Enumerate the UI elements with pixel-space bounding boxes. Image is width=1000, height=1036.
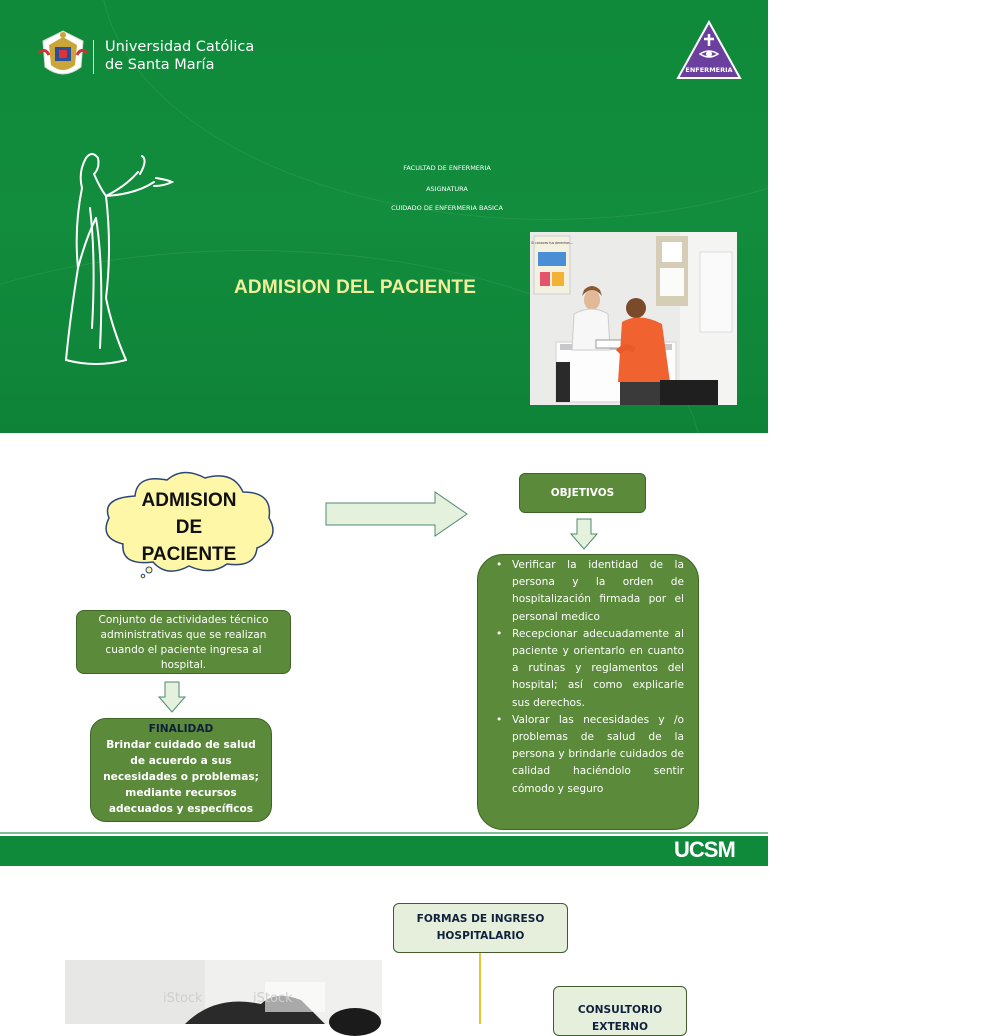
title-slide xyxy=(0,0,768,433)
bullet-icon: • xyxy=(496,713,503,726)
slide-title: ADMISION DEL PACIENTE xyxy=(234,277,477,298)
objective-item xyxy=(496,712,684,798)
background-swoosh xyxy=(100,0,1000,220)
consultorio-line2: EXTERNO xyxy=(592,1021,648,1033)
formas-line1: FORMAS DE INGRESO xyxy=(416,913,545,925)
bullet-icon: • xyxy=(496,559,503,571)
formas-line2: HOSPITALARIO xyxy=(436,930,525,942)
faculty-label: FACULTAD DE ENFERMERIA xyxy=(403,164,491,172)
finalidad-title: FINALIDAD xyxy=(148,723,214,735)
cloud-text xyxy=(120,487,258,568)
finalidad-box xyxy=(90,718,272,822)
course-name: CUIDADO DE ENFERMERIA BASICA xyxy=(391,204,503,212)
objectives-list xyxy=(496,557,684,798)
down-arrow-icon xyxy=(570,518,598,550)
badge-label: ENFERMERIA xyxy=(685,66,733,74)
objective-text: Verificar la identidad de la persona y la orden de hospitalización firmada por el personal medico xyxy=(512,559,684,623)
university-name-line1: Universidad Católica xyxy=(105,39,255,55)
stock-photo-illustration xyxy=(65,960,382,1024)
bullet-icon: • xyxy=(496,627,503,640)
objectives-box xyxy=(477,554,699,830)
right-arrow-icon xyxy=(325,491,469,537)
ucsm-logo: UCSM xyxy=(674,837,735,862)
logo-divider xyxy=(93,40,94,74)
cloud-line3: PACIENTE xyxy=(141,544,237,565)
university-name-line2: de Santa María xyxy=(105,57,215,73)
connector-line xyxy=(479,953,481,1024)
watermark-text: iStock xyxy=(163,991,203,1006)
objective-text: Valorar las necesidades y /o problemas de salud de la persona y brindarle cuidados de calidad haciéndolo sentir cómodo y seguro xyxy=(512,713,684,795)
objetivos-header: OBJETIVOS xyxy=(519,473,646,513)
definition-box: Conjunto de actividades técnico administrativas que se realizan cuando el paciente ingresa al hospital. xyxy=(76,610,291,674)
nursing-badge-icon xyxy=(676,20,742,84)
university-name xyxy=(105,38,254,74)
admission-photo xyxy=(530,232,737,405)
objective-text: Recepcionar adecuadamente al paciente y orientarlo en cuanto a rutinas y reglamentos del hospital; así como explicarle sus derechos. xyxy=(512,627,684,709)
watermark-text: iStock xyxy=(253,991,293,1006)
admission-photo-illustration xyxy=(530,232,737,405)
consultorio-line1: CONSULTORIO xyxy=(577,1004,663,1016)
poster-text: Si conoces tus derechos... xyxy=(531,241,573,245)
formas-ingreso-box xyxy=(393,903,568,953)
stock-photo xyxy=(65,960,382,1024)
consultorio-box xyxy=(553,986,687,1036)
finalidad-text: Brindar cuidado de salud de acuerdo a sus necesidades o problemas; mediante recursos adecuados y específicos xyxy=(103,739,259,815)
down-arrow-icon xyxy=(158,681,186,713)
virgin-figure-icon xyxy=(56,148,181,370)
objective-item xyxy=(496,626,684,712)
footer-bar xyxy=(0,836,768,866)
objective-item xyxy=(496,557,684,626)
cloud-line2: DE xyxy=(175,517,203,538)
footer-line xyxy=(0,832,768,834)
university-crest-icon xyxy=(37,27,89,83)
course-label: ASIGNATURA xyxy=(426,185,468,193)
cloud-line1: ADMISION xyxy=(141,490,237,511)
